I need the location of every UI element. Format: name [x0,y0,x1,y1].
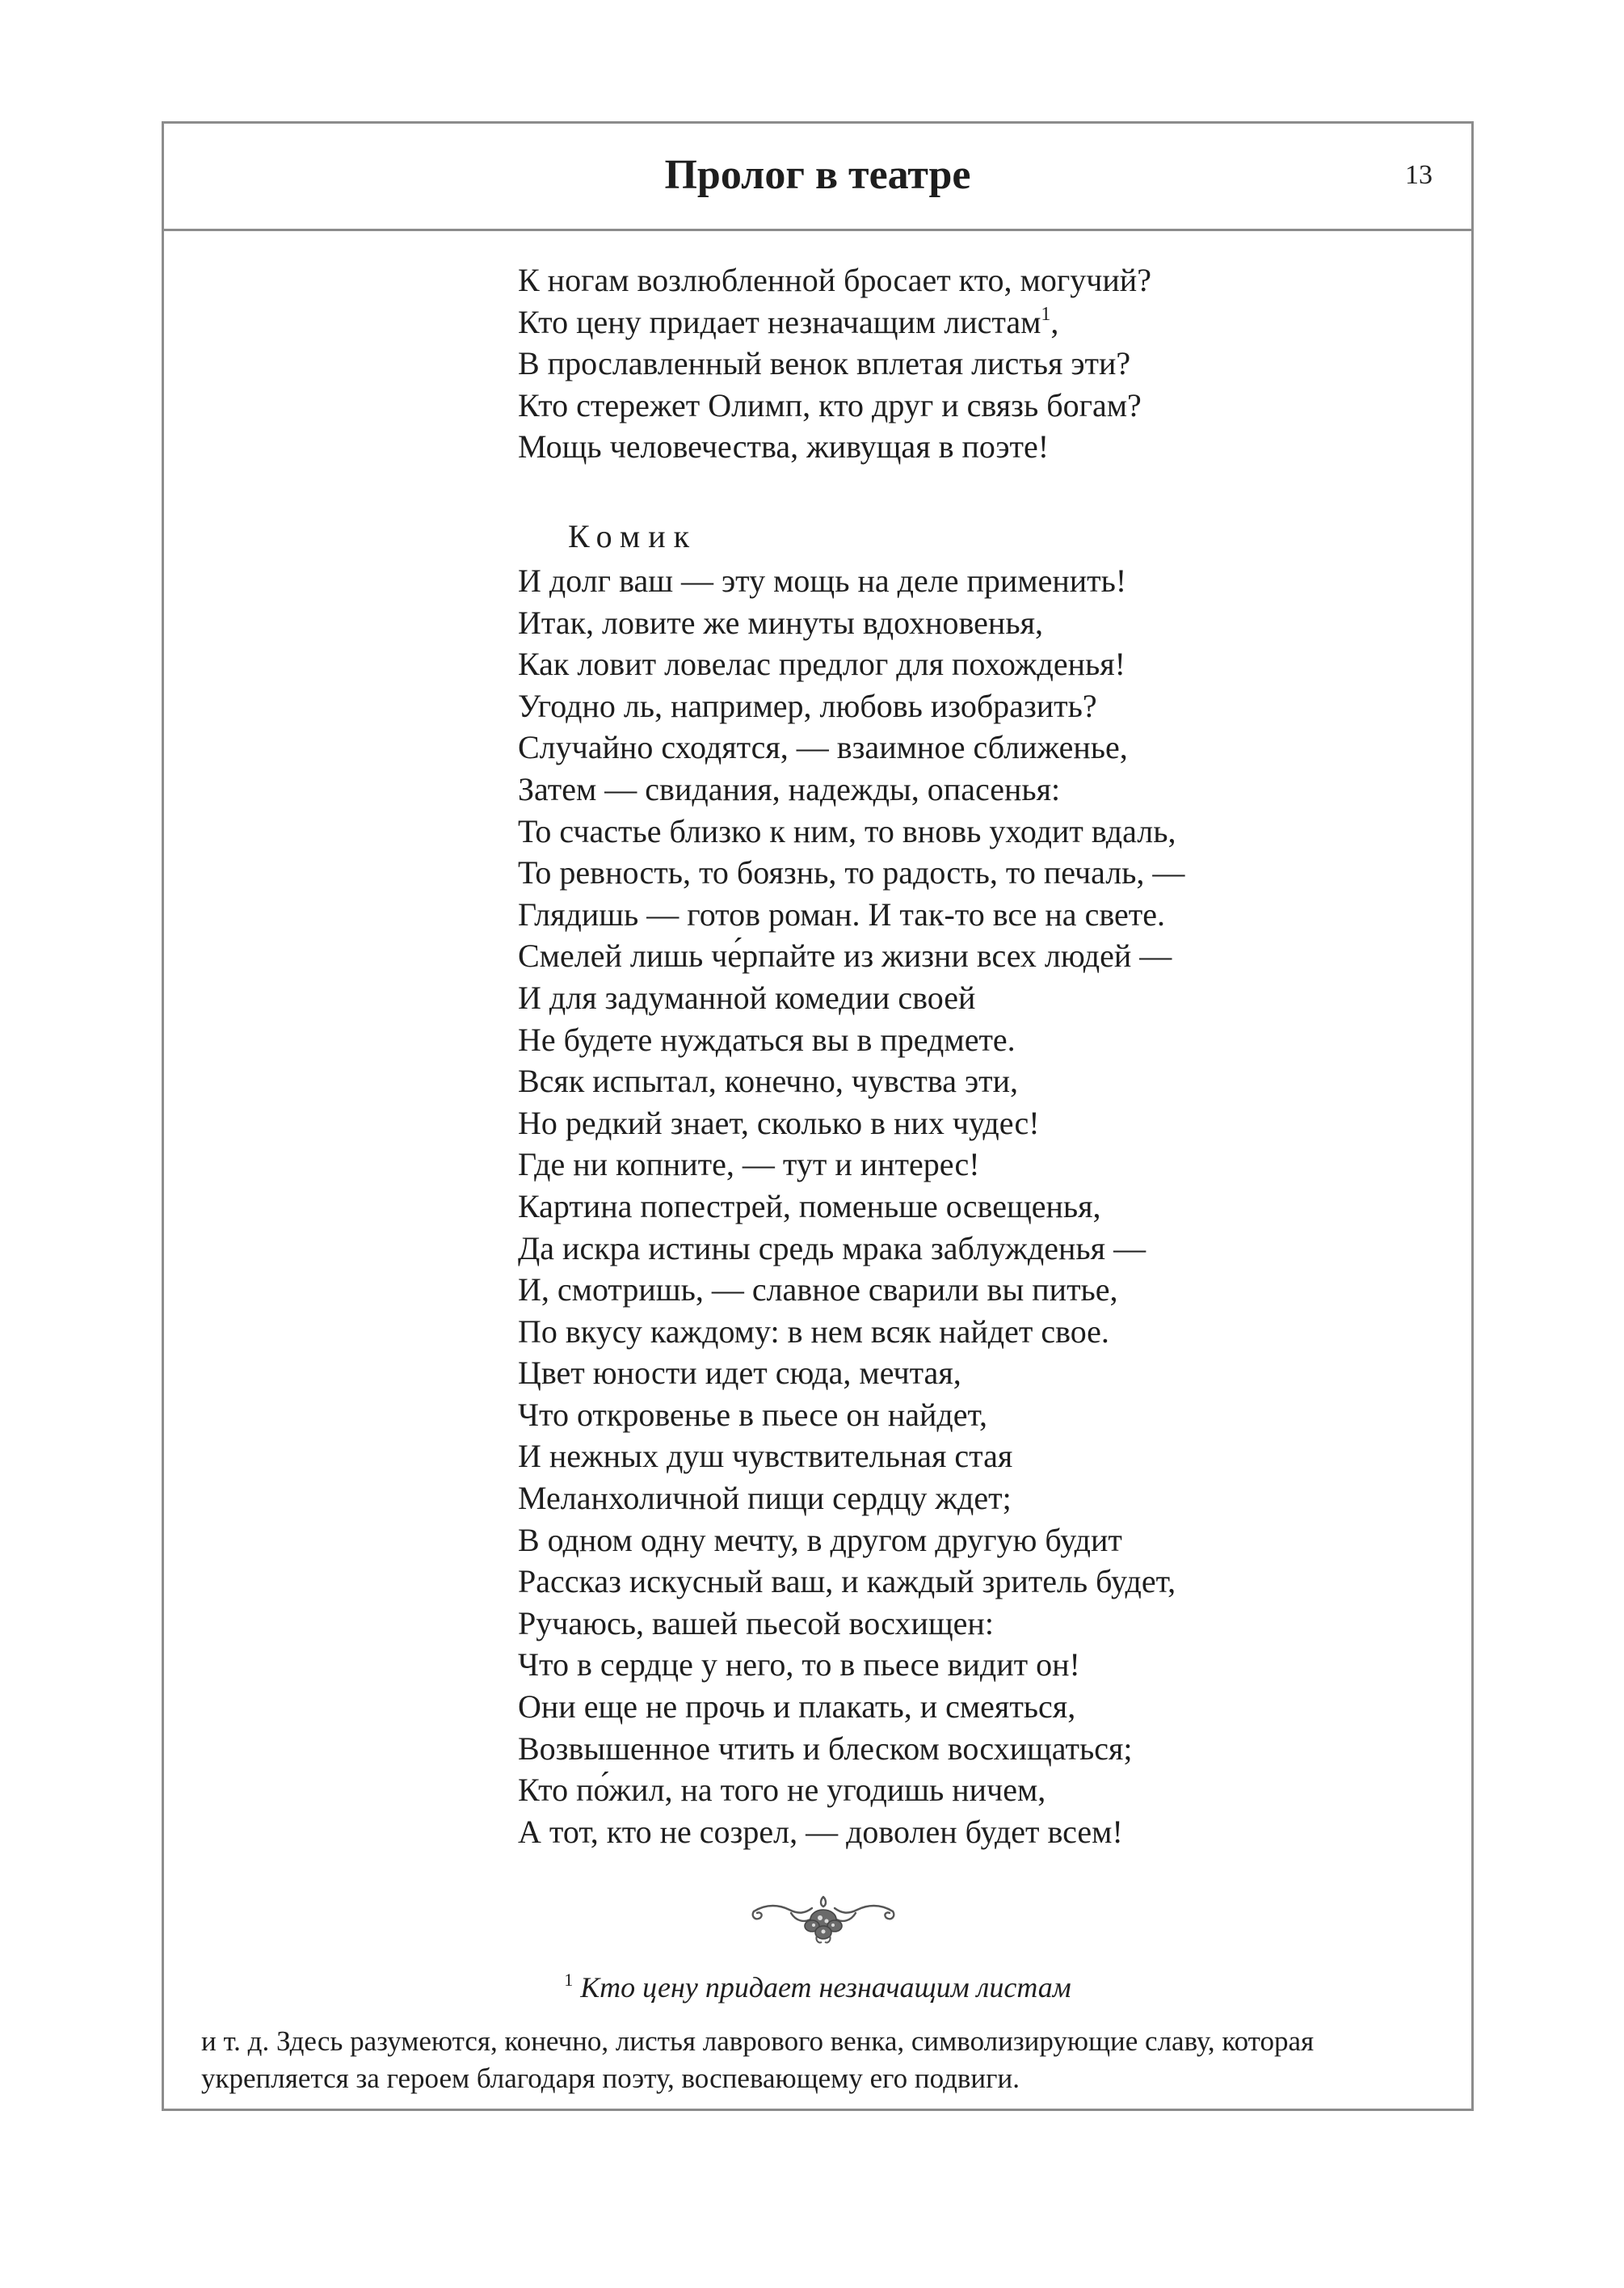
verse-line: Глядишь — готов роман. И так-то все на свете. [518,895,1165,933]
verse-line: Затем — свидания, надежды, опасенья: [518,770,1061,807]
footnote-line: укрепляется за героем благодаря поэту, воспевающему его подвиги. [201,2063,1020,2094]
verse-line: Что откровенье в пьесе он найдет, [518,1396,987,1433]
verse-line: И для задуманной комедии своей [518,979,976,1016]
verse-line: Они еще не прочь и плакать, и смеяться, [518,1688,1076,1725]
verse-line: Возвышенное чтить и блеском восхищаться; [518,1730,1133,1767]
verse-line: Мощь человечества, живущая в поэте! [518,428,1050,466]
verse-line: К ногам возлюбленной бросает кто, могучий? [518,262,1151,298]
verse-line: И нежных душ чувствительная стая [518,1438,1013,1475]
verse-line: Что в сердце у него, то в пьесе видит он! [518,1646,1080,1683]
verse-line: Цвет юности идет сюда, мечтая, [518,1355,961,1392]
page-number: 13 [1405,160,1433,190]
verse-line: А тот, кто не созрел, — доволен будет всем! [518,1813,1123,1850]
verse-line: Не будете нуждаться вы в предмете. [518,1021,1016,1058]
footnote-reference: 1 [1041,303,1051,325]
verse-stanza-main [518,560,1184,1852]
verse-line: Кто стережет Олимп, кто друг и связь богам? [518,386,1142,423]
verse-line: Меланхоличной пищи сердцу ждет; [518,1480,1012,1517]
verse-line-with-note [518,301,1151,343]
verse-line-punctuation: , [1050,303,1059,340]
verse-line: Всяк испытал, конечно, чувства эти, [518,1063,1019,1100]
verse-line: И, смотришь, — славное сварили вы питье, [518,1271,1118,1308]
verse-line: Как ловит ловелас предлог для похожденья! [518,646,1125,683]
verse-line: Смелей лишь че́рпайте из жизни всех людей — [518,938,1172,975]
verse-line: Итак, ловите же минуты вдохновенья, [518,604,1043,641]
verse-line: По вкусу каждому: в нем всяк найдет свое. [518,1313,1109,1350]
verse-line: Ручаюсь, вашей пьесой восхищен: [518,1604,994,1641]
verse-line: Кто по́жил, на того не угодишь ничем, [518,1772,1046,1809]
footnote-heading-text: Кто цену придает незначащим листам [580,1971,1071,2004]
verse-line: Рассказ искусный ваш, и каждый зритель будет, [518,1563,1176,1600]
verse-line: Картина попестрей, поменьше освещенья, [518,1187,1101,1224]
footnote-marker: 1 [564,1970,574,1990]
verse-line: То ревность, то боязнь, то радость, то печаль, — [518,854,1185,891]
verse-line: Угодно ль, например, любовь изобразить? [518,687,1097,724]
footnote-body [201,2023,1434,2097]
verse-line: В одном одну мечту, в другом другую будит [518,1521,1122,1558]
verse-line: В прославленный венок вплетая листья эти? [518,345,1131,382]
verse-stanza-top [518,259,1151,468]
verse-line: Случайно сходятся, — взаимное сближенье, [518,729,1128,766]
verse-line: И долг ваш — эту мощь на деле применить! [518,563,1127,599]
running-header [164,124,1471,231]
verse-line-text: Кто цену придает незначащим листам [518,303,1041,340]
footnote-heading [164,1969,1471,2006]
running-title: Пролог в театре [664,152,971,198]
speaker-name: Комик [567,518,698,554]
floral-divider-icon [743,1886,904,1950]
footnote-line: и т. д. Здесь разумеются, конечно, листья лаврового венка, символизирующие славу, которая [201,2025,1315,2057]
verse-line: Где ни копните, — тут и интерес! [518,1146,980,1183]
page-frame [162,121,1474,2111]
verse-line: То счастье близко к ним, то вновь уходит вдаль, [518,812,1176,849]
verse-line: Да искра истины средь мрака заблужденья — [518,1229,1146,1266]
verse-line: Но редкий знает, сколько в них чудес! [518,1104,1040,1141]
